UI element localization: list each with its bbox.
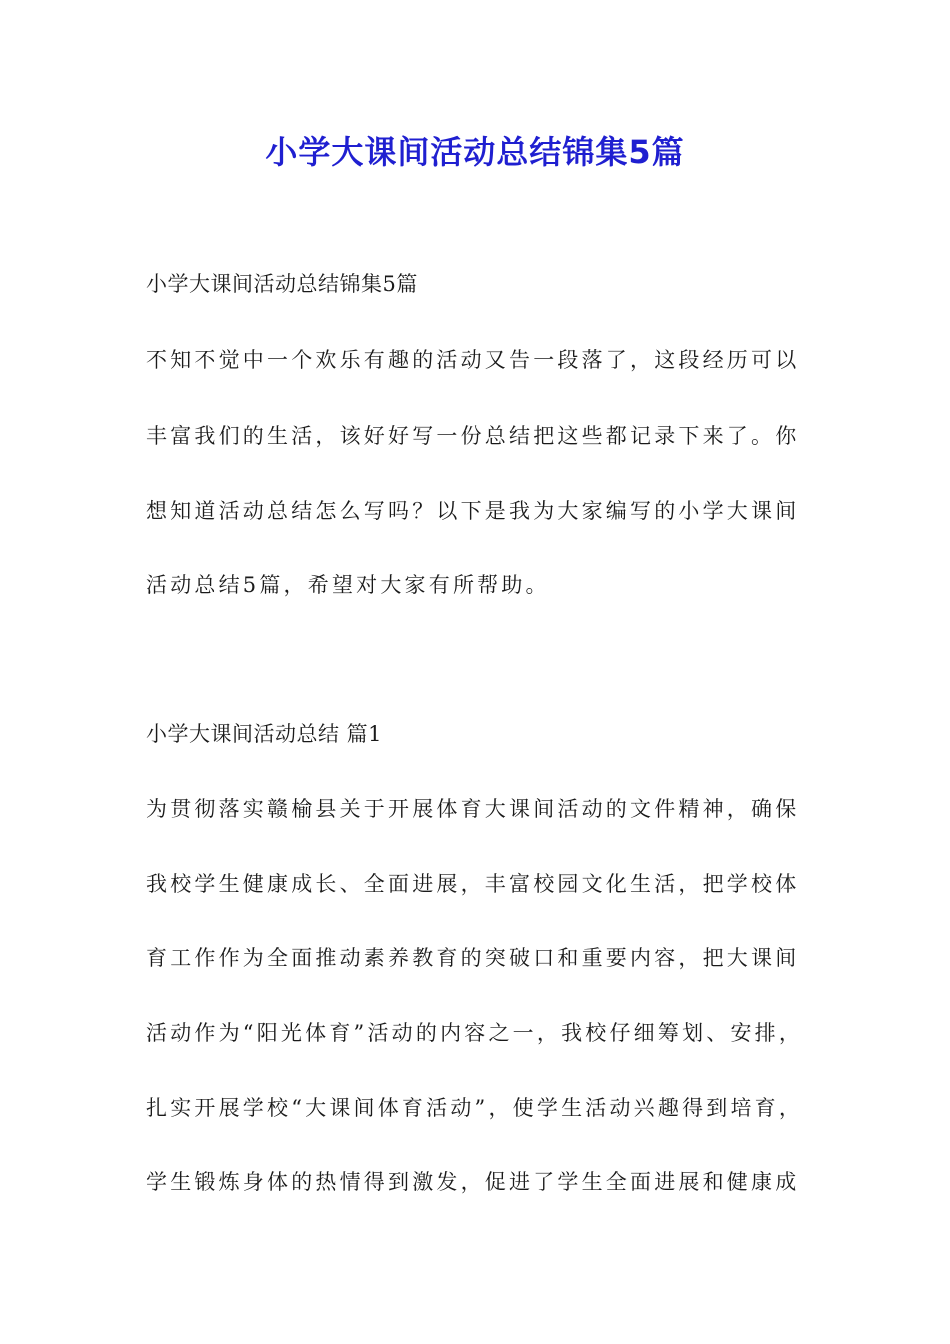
section-line: 活动作为“阳光体育”活动的内容之一，我校仔细筹划、安排， <box>146 1021 804 1045</box>
document-subtitle: 小学大课间活动总结锦集5篇 <box>146 272 418 296</box>
section-line: 育工作作为全面推动素养教育的突破口和重要内容，把大课间 <box>146 946 800 970</box>
section-line: 扎实开展学校“大课间体育活动”，使学生活动兴趣得到培育， <box>146 1096 804 1120</box>
intro-line: 想知道活动总结怎么写吗？以下是我为大家编写的小学大课间 <box>146 499 800 523</box>
section-heading: 小学大课间活动总结 篇1 <box>146 722 383 746</box>
intro-line: 丰富我们的生活，该好好写一份总结把这些都记录下来了。你 <box>146 424 800 448</box>
intro-line: 活动总结5篇，希望对大家有所帮助。 <box>146 573 550 597</box>
section-line: 学生锻炼身体的热情得到激发，促进了学生全面进展和健康成 <box>146 1170 800 1194</box>
document-title: 小学大课间活动总结锦集5篇 <box>265 133 685 171</box>
section-line: 我校学生健康成长、全面进展，丰富校园文化生活，把学校体 <box>146 872 800 896</box>
intro-line: 不知不觉中一个欢乐有趣的活动又告一段落了，这段经历可以 <box>146 348 800 372</box>
section-line: 为贯彻落实赣榆县关于开展体育大课间活动的文件精神，确保 <box>146 797 800 821</box>
